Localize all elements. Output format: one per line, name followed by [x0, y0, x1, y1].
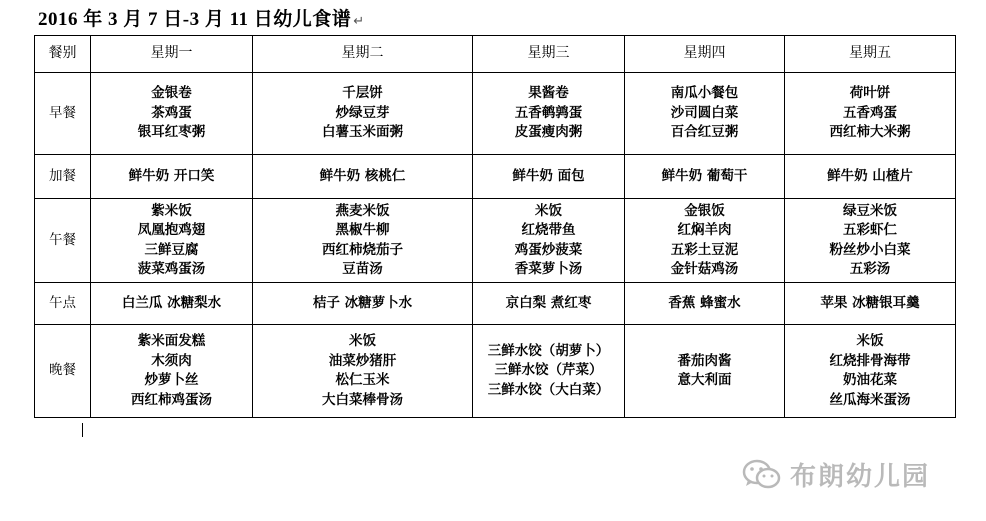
dish-item: 三鲜水饺（胡萝卜）: [487, 342, 610, 359]
dish-item: 燕麦米饭: [335, 202, 390, 219]
dish-item: 鲜牛奶 面包: [512, 167, 585, 184]
dish-item: 意大利面: [677, 372, 732, 388]
day-header-thu: 星期四: [625, 36, 785, 73]
dish-item: 西红柿烧茄子: [322, 241, 403, 258]
menu-cell-thu: [625, 283, 785, 325]
menu-cell-fri: [785, 199, 956, 283]
meal-row: [35, 73, 956, 155]
dish-item: 沙司圆白菜: [670, 104, 739, 121]
dish-item: 红焖羊肉: [677, 222, 732, 238]
meal-row: [35, 283, 956, 325]
dish-item: 三鲜水饺（芹菜）: [494, 362, 603, 379]
menu-cell-tue: [253, 283, 473, 325]
dish-item: 果酱卷: [528, 85, 569, 102]
menu-cell-mon: [91, 325, 253, 418]
dish-item: 紫米面发糕: [137, 333, 206, 349]
menu-cell-fri: [785, 155, 956, 199]
dish-item: 鲜牛奶 开口笑: [128, 167, 215, 184]
menu-cell-wed: [473, 155, 625, 199]
dish-item: 粉丝炒小白菜: [829, 241, 911, 258]
dish-item: 米饭: [349, 333, 376, 349]
meal-label: 早餐: [35, 73, 91, 155]
dish-item: 黑椒牛柳: [335, 222, 390, 238]
menu-cell-wed: [473, 325, 625, 418]
menu-cell-mon: [91, 73, 253, 155]
dish-item: 菠菜鸡蛋汤: [137, 261, 206, 277]
meal-label: 晚餐: [35, 325, 91, 418]
header-row: [35, 36, 956, 73]
dish-item: 五彩虾仁: [843, 222, 897, 238]
dish-item: 番茄肉酱: [677, 352, 732, 369]
menu-table: [34, 35, 956, 418]
dish-item: 西红柿大米粥: [829, 124, 911, 141]
dish-item: 五香鹌鹑蛋: [514, 104, 583, 121]
day-header-mon: 星期一: [91, 36, 253, 73]
dish-item: 百合红豆粥: [670, 124, 739, 141]
dish-item: 凤凰抱鸡翅: [137, 222, 206, 238]
dish-item: 红烧带鱼: [521, 222, 576, 238]
page-title: [38, 4, 365, 31]
meal-label: 午餐: [35, 199, 91, 283]
dish-item: 南瓜小餐包: [670, 85, 739, 102]
text-cursor: [82, 423, 83, 437]
corner-cell: 餐别: [35, 36, 91, 73]
menu-cell-thu: [625, 155, 785, 199]
wechat-icon: [742, 458, 782, 492]
menu-cell-thu: [625, 199, 785, 283]
menu-cell-wed: [473, 283, 625, 325]
day-header-wed: 星期三: [473, 36, 625, 73]
menu-cell-mon: [91, 283, 253, 325]
watermark-text: 布朗幼儿园: [790, 462, 931, 492]
menu-cell-tue: [253, 155, 473, 199]
menu-cell-fri: [785, 283, 956, 325]
dish-item: 金银卷: [151, 85, 192, 102]
dish-item: 五彩汤: [849, 261, 891, 277]
meal-label: 午点: [35, 283, 91, 325]
dish-item: 茶鸡蛋: [151, 104, 192, 121]
dish-item: 木须肉: [151, 352, 192, 369]
dish-item: 京白梨 煮红枣: [505, 294, 592, 311]
menu-cell-wed: [473, 199, 625, 283]
meal-label: 加餐: [35, 155, 91, 199]
menu-cell-fri: [785, 73, 956, 155]
dish-item: 鲜牛奶 山楂片: [827, 167, 913, 184]
day-header-fri: 星期五: [785, 36, 956, 73]
meal-row: [35, 155, 956, 199]
dish-item: 白薯玉米面粥: [322, 124, 403, 141]
menu-cell-wed: [473, 73, 625, 155]
dish-item: 炒萝卜丝: [144, 372, 199, 388]
dish-item: 红烧排骨海带: [829, 352, 911, 369]
dish-item: 三鲜豆腐: [144, 241, 199, 258]
dish-item: 皮蛋瘦肉粥: [514, 124, 583, 141]
dish-item: 豆苗汤: [342, 261, 383, 277]
dish-item: 香蕉 蜂蜜水: [668, 294, 741, 311]
paragraph-mark: ↵: [353, 13, 365, 28]
watermark: [742, 456, 930, 493]
dish-item: 鸡蛋炒菠菜: [514, 241, 583, 258]
dish-item: 鲜牛奶 葡萄干: [661, 167, 748, 184]
dish-item: 绿豆米饭: [843, 202, 897, 219]
dish-item: 大白菜棒骨汤: [322, 391, 403, 408]
dish-item: 三鲜水饺（大白菜）: [487, 381, 610, 398]
dish-item: 苹果 冰糖银耳羹: [820, 294, 920, 311]
dish-item: 桔子 冰糖萝卜水: [312, 294, 413, 311]
menu-cell-mon: [91, 155, 253, 199]
menu-cell-tue: [253, 199, 473, 283]
dish-item: 米饭: [535, 202, 562, 219]
meal-row: [35, 199, 956, 283]
menu-cell-thu: [625, 73, 785, 155]
menu-cell-tue: [253, 325, 473, 418]
menu-cell-thu: [625, 325, 785, 418]
dish-item: 五香鸡蛋: [843, 104, 897, 121]
menu-cell-mon: [91, 199, 253, 283]
title-text: 2016 年 3 月 7 日-3 月 11 日幼儿食谱: [38, 9, 352, 30]
dish-item: 油菜炒猪肝: [328, 352, 397, 369]
dish-item: 鲜牛奶 核桃仁: [319, 167, 406, 184]
meal-row: [35, 325, 956, 418]
day-header-tue: 星期二: [253, 36, 473, 73]
dish-item: 西红柿鸡蛋汤: [131, 391, 212, 408]
dish-item: 五彩土豆泥: [670, 241, 739, 258]
dish-item: 荷叶饼: [849, 85, 891, 102]
dish-item: 炒绿豆芽: [335, 104, 390, 121]
dish-item: 白兰瓜 冰糖梨水: [121, 294, 222, 311]
dish-item: 丝瓜海米蛋汤: [829, 391, 911, 408]
dish-item: 松仁玉米: [335, 372, 390, 388]
dish-item: 金针菇鸡汤: [670, 261, 739, 277]
dish-item: 米饭: [856, 333, 884, 349]
dish-item: 奶油花菜: [843, 372, 897, 388]
dish-item: 紫米饭: [151, 202, 192, 219]
menu-cell-fri: [785, 325, 956, 418]
dish-item: 金银饭: [684, 202, 725, 219]
dish-item: 银耳红枣粥: [137, 124, 206, 141]
dish-item: 香菜萝卜汤: [514, 261, 583, 277]
menu-cell-tue: [253, 73, 473, 155]
dish-item: 千层饼: [342, 85, 383, 102]
